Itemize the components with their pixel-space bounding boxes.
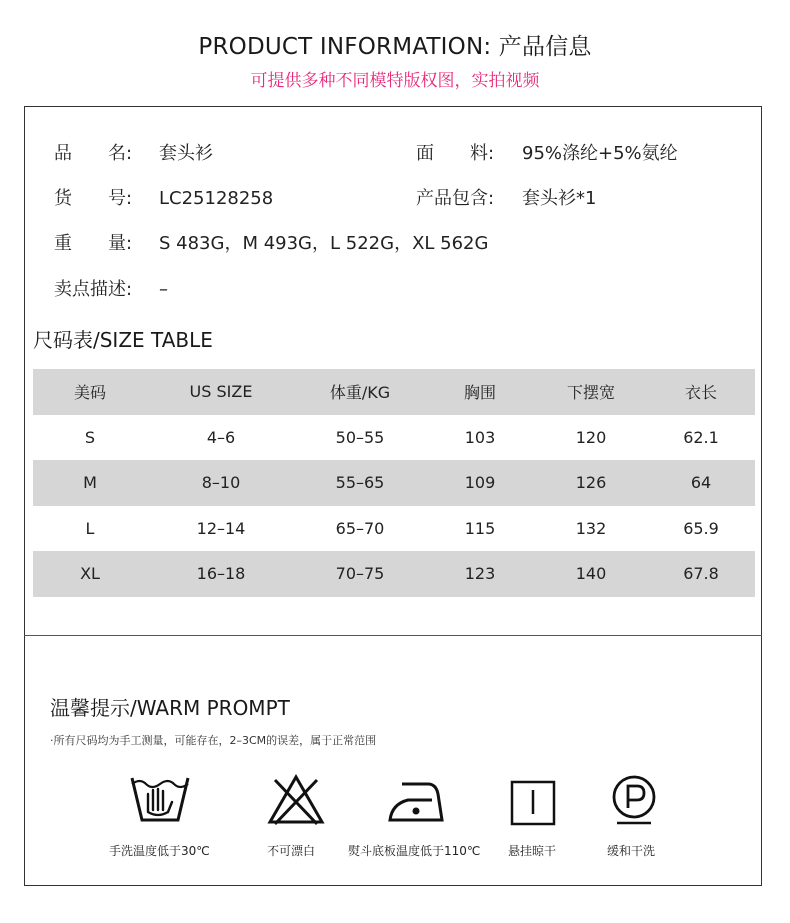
table-cell: 70–75 — [335, 564, 385, 584]
table-row — [33, 551, 755, 597]
table-cell: 67.8 — [683, 564, 719, 584]
table-cell: XL — [80, 564, 100, 584]
care-label-dry-clean: 缓和干洗 — [607, 844, 656, 858]
column-header: US SIZE — [189, 382, 253, 402]
includes-label: 产品包含: — [416, 188, 495, 209]
info-selling — [54, 275, 168, 301]
care-label-iron: 熨斗底板温度低于110℃ — [348, 844, 481, 858]
table-cell: 109 — [464, 473, 496, 493]
table-cell: 126 — [575, 473, 607, 493]
warm-prompt-title: 温馨提示/WARM PROMPT — [50, 696, 290, 720]
table-cell: 62.1 — [683, 427, 719, 447]
table-cell: 123 — [464, 564, 496, 584]
name-label: 品 名: — [54, 143, 133, 164]
table-cell: L — [85, 518, 95, 538]
info-weight — [54, 229, 488, 255]
sku-value: LC25128258 — [159, 188, 274, 209]
size-table — [33, 369, 755, 597]
care-label-no-bleach: 不可漂白 — [267, 844, 316, 858]
size-table-title: 尺码表/SIZE TABLE — [33, 328, 213, 352]
no-bleach-icon — [267, 774, 325, 830]
table-row — [33, 460, 755, 506]
table-cell: S — [84, 427, 96, 447]
table-cell: 65.9 — [683, 518, 719, 538]
table-cell: 103 — [464, 427, 496, 447]
care-label-hang-dry: 悬挂晾干 — [508, 844, 557, 858]
column-header: 体重/KG — [329, 383, 391, 403]
page-subtitle: 可提供多种不同模特版权图，实拍视频 — [250, 71, 540, 91]
table-cell: 120 — [575, 427, 607, 447]
info-fabric — [416, 139, 678, 165]
care-label-hand-wash: 手洗温度低于30℃ — [109, 844, 210, 858]
table-cell: 55–65 — [335, 473, 385, 493]
iron-icon — [388, 780, 444, 828]
hand-wash-icon — [128, 770, 192, 830]
info-sku — [54, 184, 273, 210]
table-cell: 132 — [575, 518, 607, 538]
measurement-note: ·所有尺码均为手工测量，可能存在，2–3CM的误差，属于正常范围 — [50, 734, 377, 747]
name-value: 套头衫 — [159, 143, 213, 164]
table-row — [33, 506, 755, 552]
column-header: 胸围 — [463, 383, 496, 403]
column-header: 美码 — [73, 383, 106, 403]
table-cell: 8–10 — [201, 473, 241, 493]
selling-value: – — [159, 279, 168, 300]
hang-dry-icon — [510, 780, 556, 830]
column-header: 下摆宽 — [566, 383, 615, 403]
fabric-label: 面 料: — [416, 143, 495, 164]
weight-label: 重 量: — [54, 233, 133, 254]
fabric-value: 95%涤纶+5%氨纶 — [522, 143, 678, 164]
sku-label: 货 号: — [54, 188, 133, 209]
table-cell: 64 — [690, 473, 712, 493]
section-divider — [24, 635, 762, 636]
includes-value: 套头衫*1 — [522, 188, 597, 209]
info-includes — [416, 184, 596, 210]
dry-clean-p-icon — [611, 774, 657, 830]
column-header: 衣长 — [684, 383, 717, 403]
table-cell: 4–6 — [206, 427, 236, 447]
selling-label: 卖点描述: — [54, 279, 133, 300]
table-cell: M — [83, 473, 97, 493]
weight-value: S 483G，M 493G，L 522G，XL 562G — [159, 233, 489, 254]
table-cell: 16–18 — [196, 564, 246, 584]
table-cell: 115 — [464, 518, 496, 538]
info-name — [54, 139, 213, 165]
table-cell: 140 — [575, 564, 607, 584]
table-cell: 50–55 — [335, 427, 385, 447]
table-cell: 12–14 — [196, 518, 246, 538]
table-row — [33, 415, 755, 461]
page-title: PRODUCT INFORMATION: 产品信息 — [198, 34, 592, 60]
table-cell: 65–70 — [335, 518, 385, 538]
table-header-row — [33, 369, 755, 415]
